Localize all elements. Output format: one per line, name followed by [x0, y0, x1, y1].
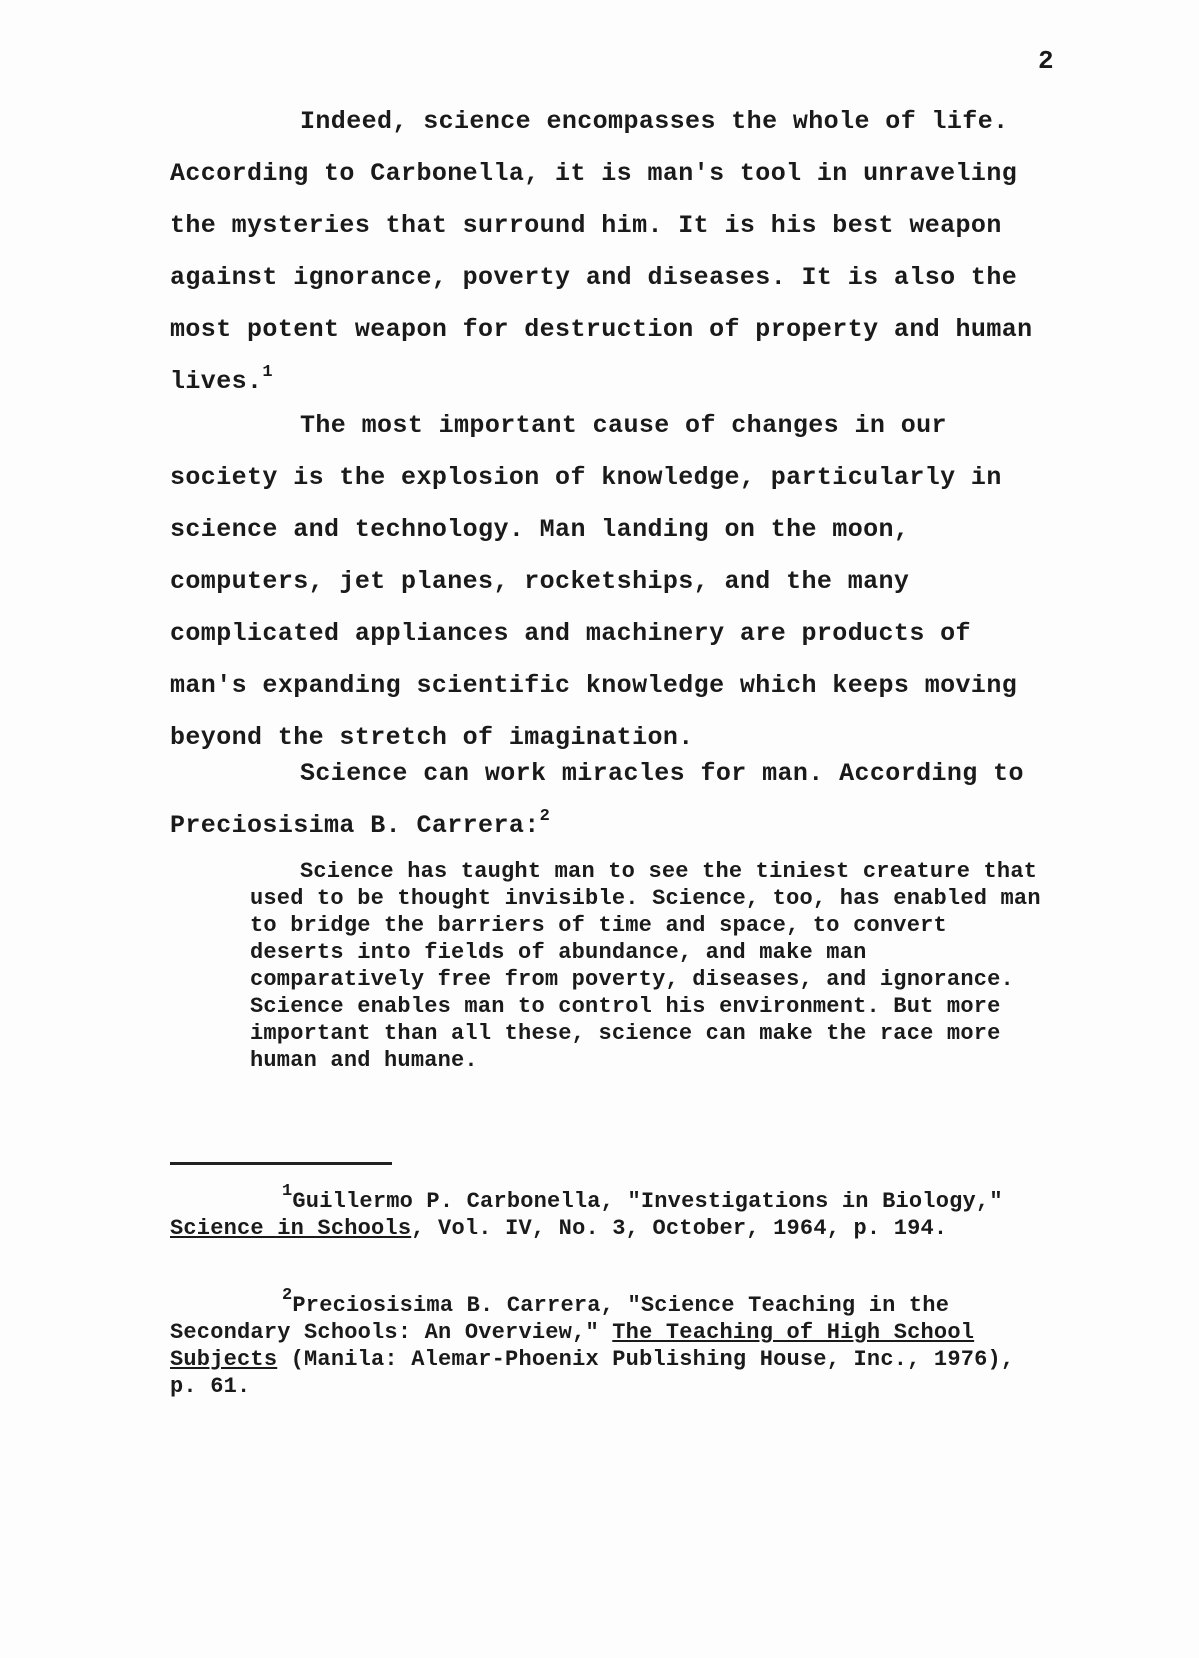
- footnote-2: [170, 1286, 1050, 1400]
- footnote-separator-rule: [170, 1162, 392, 1165]
- footnote-reference-1: 1: [262, 363, 274, 382]
- footnote-reference-2: 2: [539, 807, 551, 826]
- paragraph-text: Science can work miracles for man. According to Preciosisima B. Carrera:: [170, 759, 1024, 840]
- paragraph-science-encompasses-life: [170, 96, 1050, 408]
- footnote-marker: 2: [282, 1286, 293, 1305]
- footnote-text-after: , Vol. IV, No. 3, October, 1964, p. 194.: [411, 1216, 948, 1241]
- paragraph-explosion-of-knowledge: [170, 400, 1050, 764]
- block-quote-text: Science has taught man to see the tiniest creature that used to be thought invisible. Science, too, has enabled man to bridge the barriers of time and space, to convert deserts into fields of abundance, and make man comparatively free from poverty, diseases, and ignorance. Science enables man to control his environment. But more important than all these, science can make the race more human and humane.: [250, 859, 1041, 1073]
- footnote-text-before: Guillermo P. Carbonella, "Investigations in Biology,": [292, 1189, 1003, 1214]
- footnote-text-after: (Manila: Alemar-Phoenix Publishing House, Inc., 1976), p. 61.: [170, 1347, 1015, 1399]
- footnote-text-before: Preciosisima B. Carrera, "Science Teaching in the Secondary Schools: An Overview,": [170, 1293, 950, 1345]
- paragraph-text: The most important cause of changes in our society is the explosion of knowledge, particularly in science and technology. Man landing on the moon, computers, jet planes, rocketships, and the many complicated appliances and machinery are products of man's expanding scientific knowledge which keeps moving beyond the stretch of imagination.: [170, 411, 1018, 752]
- page-number: 2: [1038, 46, 1054, 76]
- paragraph-text: Indeed, science encompasses the whole of life. According to Carbonella, it is man's tool in unraveling the mysteries that surround him. It is his best weapon against ignorance, poverty and diseases. It is also the most potent weapon for destruction of property and human lives.: [170, 107, 1033, 396]
- footnote-source-title: Science in Schools: [170, 1216, 412, 1241]
- footnote-1: [170, 1182, 1050, 1242]
- paragraph-science-miracles: [170, 748, 1050, 852]
- block-quote: [250, 858, 1050, 1074]
- footnote-source-title: The Teaching of High School Subjects: [170, 1320, 975, 1372]
- footnote-marker: 1: [282, 1182, 293, 1201]
